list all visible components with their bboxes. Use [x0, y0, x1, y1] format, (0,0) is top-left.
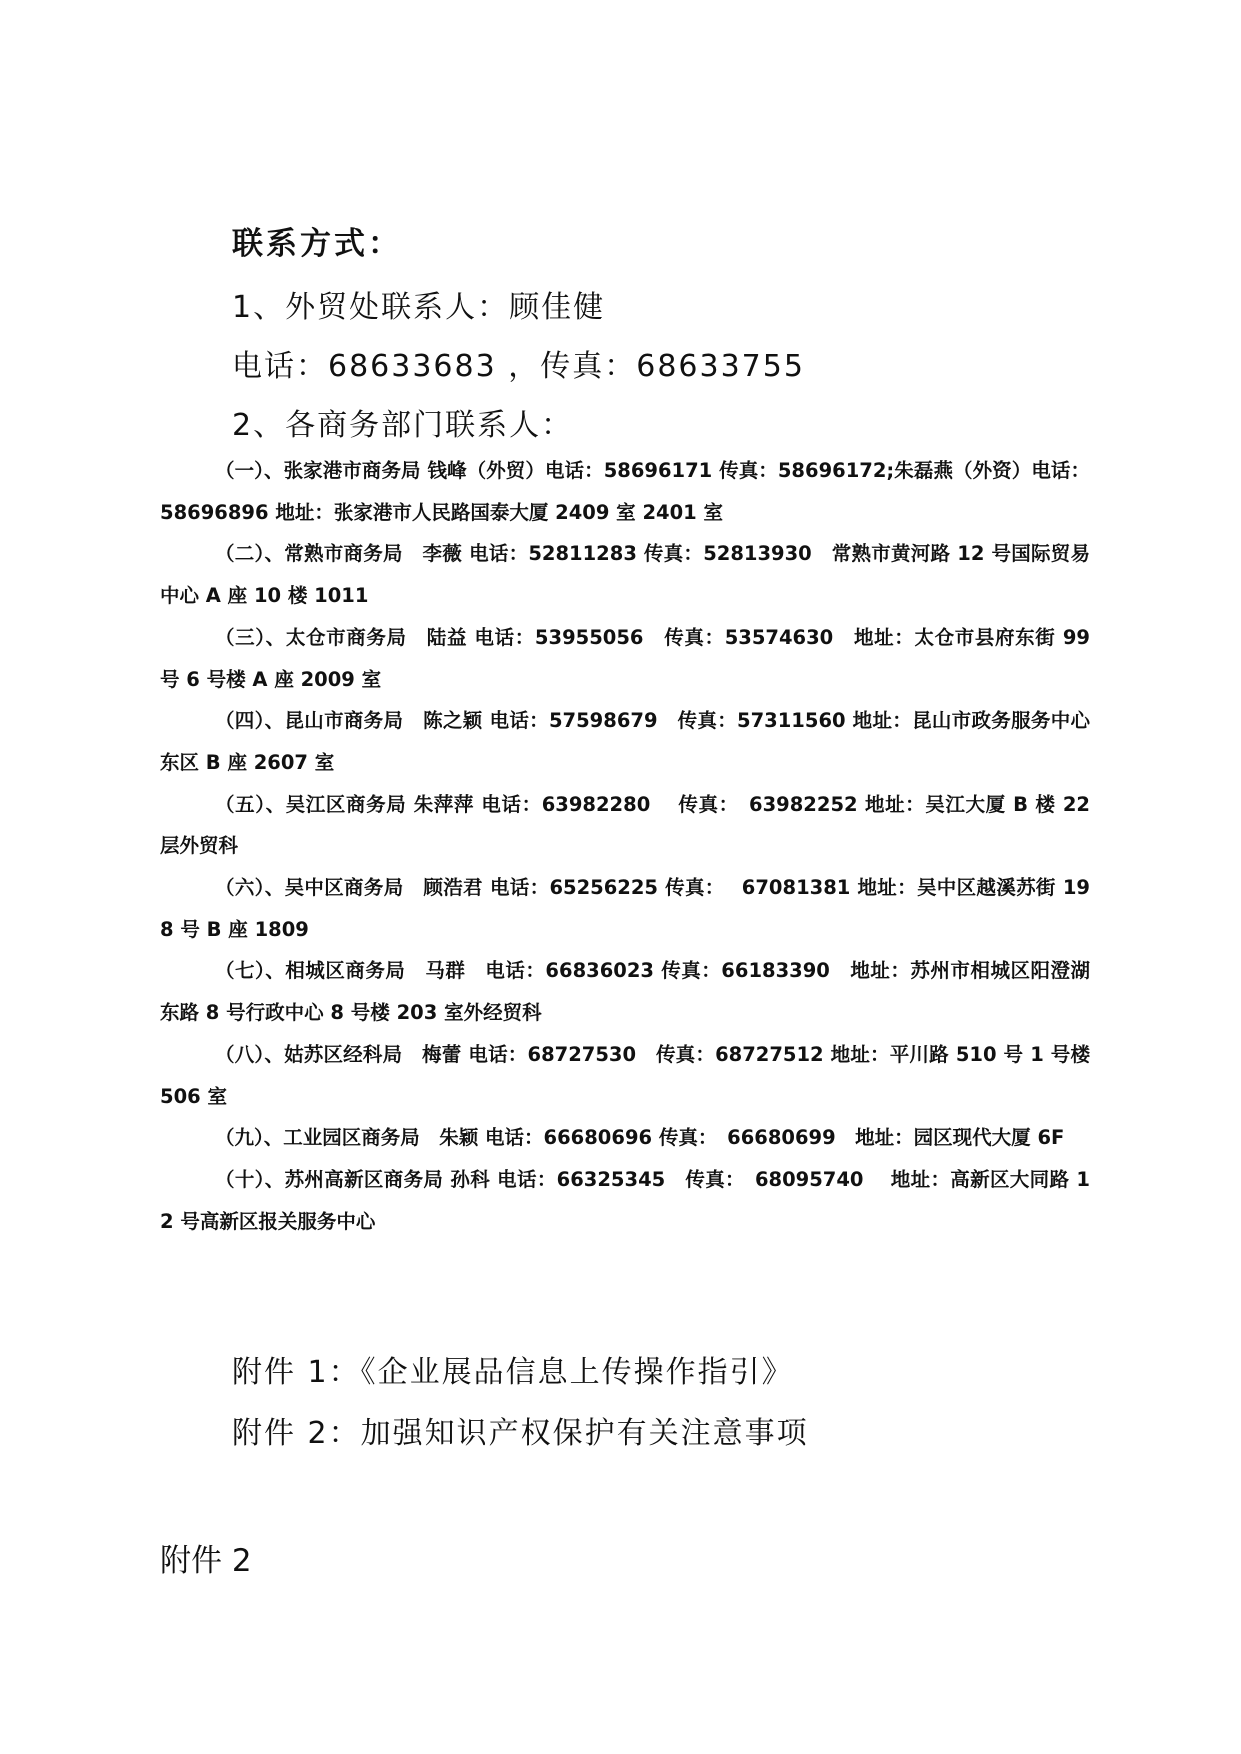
department-list	[160, 450, 1090, 1242]
department-entry: （十）、苏州高新区商务局 孙科 电话：66325345 传真： 68095740 地址：高新区大同路 12 号高新区报关服务中心	[160, 1167, 1090, 1233]
attachment-1: 附件 1：《企业展品信息上传操作指引》	[232, 1355, 794, 1390]
department-entry: （九）、工业园区商务局 朱颖 电话：66680696 传真： 66680699 地址：园区现代大厦 6F	[215, 1126, 1065, 1150]
department-entry: （五）、吴江区商务局 朱萍萍 电话：63982280 传真： 63982252 地址：吴江大厦 B 楼 22 层外贸科	[160, 792, 1090, 858]
department-entry: （八）、姑苏区经科局 梅蕾 电话：68727530 传真：68727512 地址：平川路 510 号 1 号楼 506 室	[160, 1042, 1090, 1108]
foreign-trade-contact: 1、外贸处联系人：顾佳健	[232, 290, 606, 325]
attachment-2: 附件 2：加强知识产权保护有关注意事项	[232, 1416, 809, 1451]
department-entry: （七）、相城区商务局 马群 电话：66836023 传真：66183390 地址：苏州市相城区阳澄湖东路 8 号行政中心 8 号楼 203 室外经贸科	[160, 959, 1090, 1025]
department-entry: （二）、常熟市商务局 李薇 电话：52811283 传真：52813930 常熟市黄河路 12 号国际贸易中心 A 座 10 楼 1011	[160, 542, 1090, 608]
department-entry: （六）、吴中区商务局 顾浩君 电话：65256225 传真： 67081381 地址：吴中区越溪苏街 198 号 B 座 1809	[160, 876, 1090, 941]
department-entry: （一）、张家港市商务局 钱峰（外贸）电话：58696171 传真：58696172;朱磊燕（外资）电话：58696896 地址：张家港市人民路国泰大厦 2409 室 2401 室	[160, 459, 1090, 524]
department-contacts-heading: 2、各商务部门联系人：	[232, 408, 574, 443]
phone-fax-line: 电话：68633683 ，传真：68633755	[232, 349, 805, 384]
department-entry: （四）、昆山市商务局 陈之颖 电话：57598679 传真：57311560 地址：昆山市政务服务中心东区 B 座 2607 室	[160, 709, 1090, 774]
appendix-title: 附件 2	[160, 1543, 252, 1579]
department-entry: （三）、太仓市商务局 陆益 电话：53955056 传真：53574630 地址：太仓市县府东街 99 号 6 号楼 A 座 2009 室	[160, 625, 1090, 691]
contact-heading: 联系方式：	[232, 226, 402, 262]
